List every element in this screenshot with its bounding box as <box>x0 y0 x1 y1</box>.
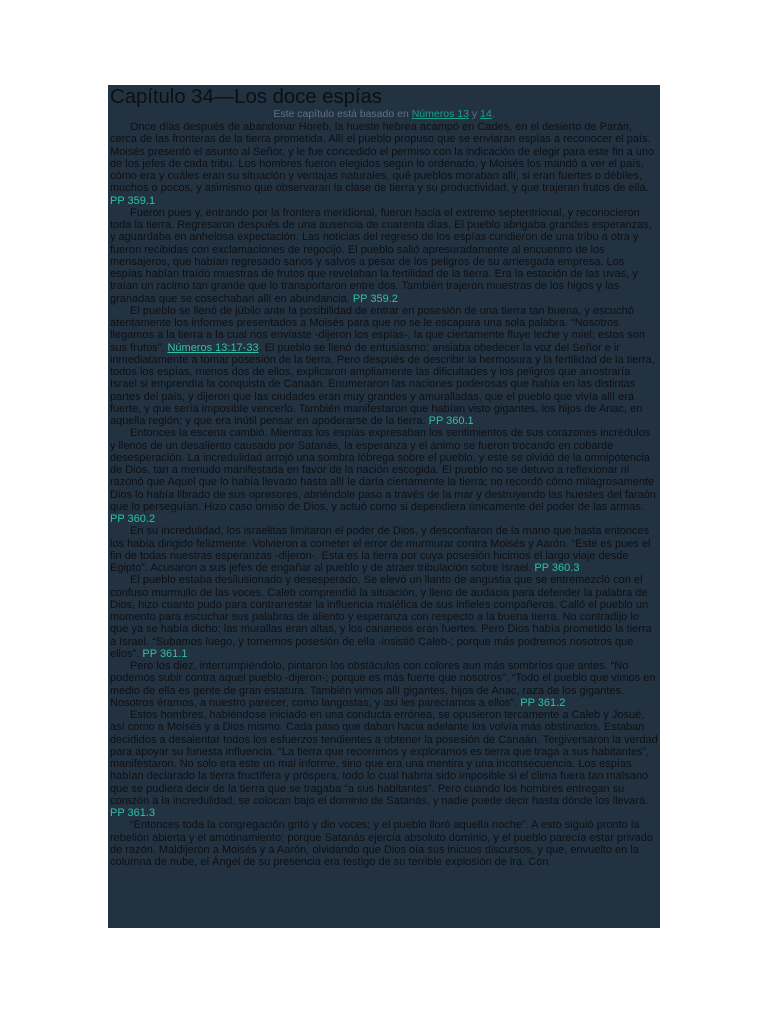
paragraph <box>110 427 658 525</box>
paragraph <box>110 709 658 819</box>
paragraph-text: El pueblo estaba desilusionado y desesperado. Se elevó un llanto de angustia que se entremezcló con el confuso murmullo de las voces. Caleb comprendió la situación, y lleno de audacia para defender la palabra de Dios, hizo cuanto pudo para contrarrestar la influencia maléfica de sus infieles compañeros. Calló el pueblo un momento para escuchar sus palabras de aliento y esperanza con respecto a la buena tierra. No contradijo lo que ya se había dicho; las murallas eran altas, y los cananeos eran fuertes. Pero Dios había prometido la tierra a Israel. “Subamos luego, y tomemos posesión de ella -insistió Caleb-; porque más podremos nosotros que ellos”. <box>110 574 652 660</box>
paragraph-reference[interactable]: PP 359.2 <box>352 292 398 305</box>
paragraph <box>110 305 658 428</box>
scripture-link[interactable]: Números 13:17-33 <box>167 341 259 354</box>
paragraph-text: El pueblo se llenó de júbilo ante la posibilidad de entrar en posesión de una tierra tan buena, y escuchó atentamente los informes presentados a Moisés para que no se le escapara una sola palabra. “Nosotros llegamos a la tierra a la cual nos enviaste -dijeron los espías-, la que ciertamente fluye leche y miel; estos son sus frutos”. <box>110 304 645 354</box>
paragraph-reference[interactable]: PP 360.2 <box>110 513 156 525</box>
paragraph-text: Once días después de abandonar Horeb, la hueste hebrea acampó en Cades, en el desierto de Parán, cerca de las fronteras de la tierra prometida. Allí el pueblo propuso que se enviaran espías a reconocer el país. Moisés presentó el asunto al Señor, y le fue concedido el permiso con la indicación de elegir para este fin a uno de los jefes de cada tribu. Los hombres fueron elegidos según lo ordenado, y Moisés los mandó a ver el país, cómo era y cuáles eran su situación y ventajas naturales, qué pueblos moraban allí, si eran fuertes o débiles, muchos o pocos, y asimismo que observaran la clase de tierra y su productividad, y que trajeran frutos de ella. <box>110 121 655 195</box>
paragraph <box>110 525 658 574</box>
paragraph-reference[interactable]: PP 361.1 <box>142 647 188 660</box>
numeros-13-link[interactable]: Números 13 <box>411 108 469 120</box>
based-on-suffix: . <box>491 108 495 120</box>
numeros-14-link[interactable]: 14 <box>480 108 492 120</box>
paragraph-reference[interactable]: PP 359.1 <box>110 194 156 207</box>
based-on-note <box>108 108 660 120</box>
paragraph <box>110 574 658 660</box>
chapter-body <box>108 121 660 868</box>
paragraph-text: En su incredulidad, los israelitas limitaron el poder de Dios, y desconfiaron de la mano que hasta entonces los había dirigido felizmente. Volvieron a cometer el error de murmurar contra Moisés y Aarón. “Este es pues el fin de todas nuestras esperanzas -dijeron-. Esta es la tierra por cuya posesión hicimos el largo viaje desde Egipto”. Acusaron a sus jefes de engañar al pueblo y de atraer tribulación sobre Israel. <box>110 525 651 574</box>
paragraph <box>110 121 658 207</box>
paragraph-text: Pero los diez, interrumpiéndolo, pintaron los obstáculos con colores aun más sombríos que antes. “No podemos subir contra aquel pueblo -dijeron-; porque es más fuerte que nosotros”. “Todo el pueblo que vimos en medio de ella es gente de gran estatura. También vimos allí gigantes, hijos de Anac, raza de los gigantes. Nosotros éramos, a nuestro parecer, como langostas, y así les parecíamos a ellos”. <box>110 660 656 709</box>
paragraph-text: Estos hombres, habiéndose iniciado en una conducta errónea, se opusieron tercamente a Caleb y Josué, así como a Moisés y a Dios mismo. Cada paso que daban hacia adelante los volvía más obstinados. Estaban decididos a desalentar todos los esfuerzos tendientes a obtener la posesión de Canaán. Tergiversaron la verdad para apoyar su funesta influencia. “La tierra que recorrimos y exploramos es tierra que traga a sus habitantes”, manifestaron. No solo era este un mal informe, sino que era una mentira y una inconsecuencia. Los espías habían declarado la tierra fructífera y próspera, todo lo cual habría sido imposible si el clima fuera tan malsano que se pudiera decir de la tierra que se tragaba “a sus habitantes”. Pero cuando los hombres entregan su corazón a la incredulidad, se colocan bajo el dominio de Satanás, y nadie puede decir hasta dónde los llevará. <box>110 709 658 807</box>
based-on-prefix: Este capítulo está basado en <box>273 108 409 120</box>
paragraph <box>110 207 658 305</box>
paragraph-reference[interactable]: PP 360.3 <box>534 562 580 574</box>
paragraph <box>110 660 658 709</box>
paragraph <box>110 819 658 868</box>
paragraph-reference[interactable]: PP 361.3 <box>110 807 156 819</box>
chapter-title: Capítulo 34—Los doce espías <box>110 85 382 108</box>
paragraph-reference[interactable]: PP 360.1 <box>428 415 474 427</box>
paragraph-text: Entonces la escena cambió. Mientras los espías expresaban los sentimientos de sus corazones incrédulos y llenos de un desaliento causado por Satanás, la esperanza y el ánimo se fueron trocando en cobarde desesperación. La incredulidad arrojó una sombra lóbrega sobre el pueblo, y este se olvidó de la omnipotencia de Dios, tan a menudo manifestada en favor de la nación escogida. El pueblo no se detuvo a reflexionar ni razonó que Aquel que lo había llevado hasta allí le daría ciertamente la tierra; no recordó cómo milagrosamente Dios lo había librado de sus opresores, abriéndole paso a través de la mar y destruyendo las huestes del faraón que lo perseguían. Hizo caso omiso de Dios, y actuó como si dependiera únicamente del poder de las armas. <box>110 427 657 513</box>
paragraph-text: . El pueblo se llenó de entusiasmo; ansiaba obedecer la voz del Señor e ir inmediatamente a tomar posesión de la tierra. Pero después de describir la hermosura y la fertilidad de la tierra, todos los espías, menos dos de ellos, explicaron ampliamente las dificultades y los peligros que arrostraría Israel si emprendía la conquista de Canaán. Enumeraron las naciones poderosas que había en las distintas partes del país, y dijeron que las ciudades eran muy grandes y amuralladas, que el pueblo que vivía allí era fuerte, y que sería imposible vencerlo. También manifestaron que habían visto gigantes, los hijos de Anac, en aquella región; y que era inútil pensar en apoderarse de la tierra. <box>110 341 655 427</box>
paragraph-text: “Entonces toda la congregación gritó y dio voces; y el pueblo lloró aquella noche”. A esto siguió pronto la rebelión abierta y el amotinamiento; porque Satanás ejercía absoluto dominio, y el pueblo parecía estar privado de razón. Maldijeron a Moisés y a Aarón, olvidando que Dios oía sus inicuos discursos, y que, envuelto en la columna de nube, el Ángel de su presencia era testigo de su terrible explosión de ira. Con <box>110 819 653 868</box>
paragraph-reference[interactable]: PP 361.2 <box>520 696 566 709</box>
paragraph-text: Fueron pues y, entrando por la frontera meridional, fueron hacia el extremo septentrional, y reconocieron toda la tierra. Regresaron después de una ausencia de cuarenta días. El pueblo abrigaba grandes esperanzas, y aguardaba en anhelosa expectación. Las noticias del regreso de los espías cundieron de una tribu a otra y fueron recibidas con exclamaciones de regocijo. El pueblo salió apresuradamente al encuentro de los mensajeros, que habían regresado sanos y salvos a pesar de los peligros de su arriesgada empresa. Los espías habían traído muestras de frutos que revelaban la fertilidad de la tierra. Era la estación de las uvas, y traían un racimo tan grande que lo transportaron entre dos. También trajeron muestras de los higos y las granadas que se cosechaban allí en abundancia. <box>110 206 652 305</box>
document-page <box>108 85 660 928</box>
based-on-and: y <box>471 108 478 120</box>
